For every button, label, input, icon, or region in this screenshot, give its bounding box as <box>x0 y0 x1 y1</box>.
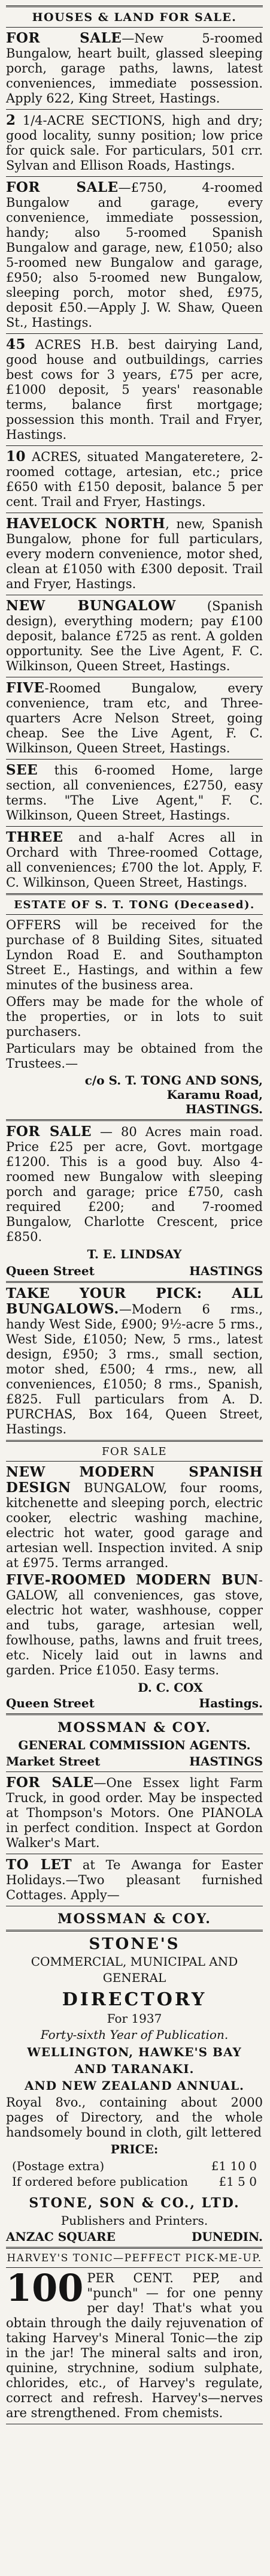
price-row-value: £1 10 0 <box>211 2159 257 2173</box>
farm-ad-text: — 80 Acres main road. Price £25 per acre, Govt. mortgage £1200. This is a good buy. Also 4-roomed new Bungalow with sleeping porch and garage; price £750, cash required £200; and 7-roomed Bungalow, Charlotte Crescent, price £850. <box>6 1125 263 1244</box>
classified-ad-text: (Spanish design), everything modern; pay £100 deposit, balance £725 as rent. A golden opportunity. See the Live Agent, F. C. Wilkinson, Queen Street, Hastings. <box>6 599 263 673</box>
stones-publisher-sub: Publishers and Printers. <box>60 2213 208 2228</box>
mossman-address <box>6 1754 263 1768</box>
stones-address <box>6 2229 263 2244</box>
ad-divider <box>6 333 263 334</box>
harvey-text: PER CENT. PEP, and "punch" — for one penny per day! That's what you obtain through the daily rejuvenation of taking Harvey's Mineral Tonic—the zip in the jar! The mineral salts and iron, quinine, strychnine, sodium sulphate, chlorides, etc., of Harvey's regulate, correct and refresh. Harvey's—nerves are strengthened. From chemists. <box>6 2271 263 2420</box>
classified-ad <box>6 763 263 823</box>
mossman-title: MOSSMAN & COY. <box>57 1720 211 1736</box>
classified-ad <box>6 516 263 592</box>
stones-price-label: PRICE: <box>110 2142 159 2156</box>
heading-rule <box>6 27 263 28</box>
mossman-ad-lead: TO LET <box>6 1857 72 1873</box>
mossman-subtitle: GENERAL COMMISSION AGENTS. <box>18 1738 251 1752</box>
classified-ad-text: , new, Spanish Bungalow, phone for full particulars, every modern convenience, motor shed, clean at £1050 with £300 deposit. Trail and Fryer, Hastings. <box>6 517 263 591</box>
ad-divider <box>6 826 263 827</box>
classified-ad-text: —£750, 4-roomed Bungalow and garage, every convenience, immediate possession, handy; also 5-roomed Spanish Bungalow and garage, new, £1050; also 5-roomed new Bungalow and garage, £950; also 5-roomed new Bungalow, sleeping porch, motor shed, £975, deposit £50.—Apply J. W. Shaw, Queen St., Hastings. <box>6 180 263 330</box>
houses-land-ads <box>6 31 263 890</box>
estate-rule <box>6 893 263 895</box>
classified-ad <box>6 337 263 442</box>
price-row-label: If ordered before publication <box>12 2174 189 2189</box>
bungalows-ad-text: —Modern 6 rms., handy West Side, £900; 9½-acre 5 rms., West Side, £1050; New, 5 rms., latest design, £950; 3 rms., small section, motor shed, £500; 4 rms., new, all conveniences, £1050; 8 rms., Spanish, £825. Full particulars from A. D. PURCHAS, Box 164, Queen Street, Hastings. <box>6 1302 263 1436</box>
mossman-ad-text: —One Essex light Farm Truck, in good order. May be inspected at Thompson's Motors. One PIANOLA in perfect condition. Inspect at Gordon Walker's Mart. <box>6 1776 263 1850</box>
stones-price-table <box>6 2158 263 2189</box>
bungalows-ad-lead: TAKE YOUR PICK: ALL BUNGALOWS. <box>6 1285 263 1317</box>
estate-signature-1: c/o S. T. TONG AND SONS, <box>84 1073 263 1087</box>
spanish-ad-text: BUNGALOW, four rooms, kitchenette and sleeping porch, electric cooker, electric washing machine, electric hot water, good garage and artesian well. Inspection invited. A snip at £975. Terms arranged. <box>6 1481 263 1570</box>
bungalows-rule <box>6 1281 263 1283</box>
stones-address-left: ANZAC SQUARE <box>6 2229 116 2244</box>
mossman-sub-rule <box>6 1771 263 1772</box>
harvey-rule <box>6 2247 263 2249</box>
harvey-lead: 100 <box>6 2266 84 2310</box>
classified-ad <box>6 680 263 756</box>
classified-ad-text: -Roomed Bungalow, every convenience, tram etc, and Three-quarters Acre Nelson Street, going cheap. See the Live Agent, F. C. Wilkinson, Queen Street, Hastings. <box>6 681 263 755</box>
mossman-address-left: Market Street <box>6 1754 101 1768</box>
classified-ad-text: this 6-roomed Home, large section, all conveniences, £2750, easy terms. "The Live Agent," F. C. Wilkinson, Queen Street, Hastings. <box>6 763 263 822</box>
stones-line-8: AND NEW ZEALAND ANNUAL. <box>24 2078 245 2093</box>
estate-signature-2: Karamu Road, <box>166 1087 263 1102</box>
stones-line-4: For 1937 <box>107 2011 162 2026</box>
farm-signature-town: HASTINGS <box>189 1264 263 1278</box>
stones-line-2: GENERAL <box>102 1971 166 1985</box>
classified-ad <box>6 449 263 510</box>
stones-body: Royal 8vo., containing about 2000 pages of Directory, and the whole handsomely bound in cloth, gilt lettered <box>6 2095 263 2140</box>
harvey-ad <box>6 2266 263 2421</box>
stones-line-7: AND TARANAKI. <box>74 2062 195 2076</box>
farm-signature-place: Queen Street <box>6 1264 95 1278</box>
classified-ad-lead: 10 <box>6 448 26 465</box>
stones-title: STONE'S <box>89 1935 180 1953</box>
farm-signature-name: T. E. LINDSAY <box>87 1247 182 1261</box>
stones-publisher: STONE, SON & CO., LTD. <box>29 2195 240 2211</box>
stones-line-5: Forty-sixth Year of Publication. <box>40 2027 229 2042</box>
classified-ad-lead: SEE <box>6 762 38 778</box>
farm-signature-line <box>6 1264 263 1278</box>
classified-ad <box>6 31 263 106</box>
mossman-ads <box>6 1775 263 1903</box>
cox-signature-name: D. C. COX <box>138 1680 203 1695</box>
estate-offer-text: OFFERS will be received for the purchase of 8 Building Sites, situated Lyndon Road E. and Southampton Street E., Hastings, and within a few minutes of the business area. <box>6 918 263 992</box>
for-sale-sub-rule <box>6 1461 263 1462</box>
ad-divider <box>6 759 263 760</box>
classified-ad-text: —New 5-roomed Bungalow, heart built, glassed sleeping porch, garage paths, lawns, latest conveniences, immediate possession. Apply 622, King Street, Hastings. <box>6 31 263 106</box>
mossman-rule <box>6 1713 263 1715</box>
stones-line-3: DIRECTORY <box>62 1989 207 2010</box>
for-sale-rule <box>6 1440 263 1442</box>
farm-ad <box>6 1124 263 1245</box>
classified-ad-lead: THREE <box>6 829 63 845</box>
classified-ad-text: 1/4-ACRE SECTIONS, high and dry; good locality, sunny position; low price for quick sale. For particulars, 501 crr. Sylvan and Ellison Roads, Hastings. <box>6 113 263 173</box>
classified-ad-text: and a-half Acres all in Orchard with Three-roomed Cottage, all conveniences; £700 the lot. Apply, F. C. Wilkinson, Queen Street, Hastings. <box>6 830 263 890</box>
ad-divider <box>6 445 263 446</box>
cox-signature-line <box>6 1696 263 1710</box>
farm-rule <box>6 1119 263 1121</box>
estate-offer-text3: Particulars may be obtained from the Trustees.— <box>6 1041 263 1071</box>
classified-ad-lead: NEW BUNGALOW <box>6 598 176 614</box>
stones-line-1: COMMERCIAL, MUNICIPAL AND <box>31 1954 238 1969</box>
price-row-label: (Postage extra) <box>12 2159 105 2173</box>
estate-offer-text2: Offers may be made for the whole of the properties, or in lots to suit purchasers. <box>6 995 263 1039</box>
stones-address-right: DUNEDIN. <box>192 2229 263 2244</box>
stones-rule <box>6 1930 263 1932</box>
classified-ad-lead: FOR SALE <box>6 179 119 195</box>
ad-divider <box>6 176 263 177</box>
classified-ad-lead: HAVELOCK NORTH <box>6 516 166 532</box>
classified-ad-text: ACRES, situated Mangateretere, 2-roomed cottage, artesian, etc.; price £650 with £150 deposit, balance 5 per cent. Trail and Fryer, Hastings. <box>6 450 263 509</box>
estate-heading: ESTATE OF S. T. TONG (Deceased). <box>14 899 255 911</box>
harvey-heading: HARVEY'S TONIC—PEFFECT PICK-ME-UP. <box>7 2252 262 2264</box>
estate-signature-3: HASTINGS. <box>185 1102 263 1116</box>
price-row <box>6 2174 263 2189</box>
mossman-address-right: HASTINGS <box>189 1754 263 1768</box>
classified-ad-lead: FOR SALE <box>6 30 122 46</box>
classified-ad-lead: FIVE <box>6 680 45 696</box>
classified-ad <box>6 180 263 330</box>
cox-signature-town: Hastings. <box>199 1696 263 1710</box>
classified-ad-text: ACRES H.B. best dairying Land, good house and outbuildings, carries best cows for 3 years, £75 per acre, £1000 deposit, 5 years' reasonable terms, balance first mortgage; possession this month. Trail and Fryer, Hastings. <box>6 338 263 442</box>
classified-ad-lead: 2 <box>6 112 16 128</box>
classified-ad <box>6 113 263 173</box>
classified-ad <box>6 830 263 890</box>
stones-line-6: WELLINGTON, HAWKE'S BAY <box>27 2045 242 2059</box>
classified-ad-lead: 45 <box>6 336 26 352</box>
mossman-signoff: MOSSMAN & COY. <box>57 1911 211 1927</box>
cox-signature-place: Queen Street <box>6 1696 95 1710</box>
mossman-ad <box>6 1775 263 1851</box>
section-heading: HOUSES & LAND FOR SALE. <box>32 11 237 24</box>
farm-ad-lead: FOR SALE <box>6 1123 92 1140</box>
mossman-ad-text: at Te Awanga for Easter Holidays.—Two pleasant furnished Cottages. Apply— <box>6 1858 263 1902</box>
price-row-value: £1 5 0 <box>219 2174 257 2189</box>
top-rule <box>6 5 263 7</box>
five-roomed-ad-text: -GALOW, all conveniences, gas stove, electric hot water, washhouse, copper and tubs, garage, artesian well, fowlhouse, paths, lawns and fruit trees, etc. Nicely laid out in lawns and garden. Price £1050. Easy terms. <box>6 1573 263 1677</box>
mossman-ad-lead: FOR SALE <box>6 1774 94 1791</box>
five-roomed-ad-lead: FIVE-ROOMED MODERN BUN <box>6 1572 259 1588</box>
spanish-ad <box>6 1465 263 1571</box>
ad-divider <box>6 109 263 110</box>
spanish-ad-lead: NEW MODERN SPANISH DESIGN <box>6 1464 263 1496</box>
estate-sub-rule <box>6 914 263 915</box>
five-roomed-ad <box>6 1572 263 1678</box>
for-sale-heading: FOR SALE <box>102 1445 167 1458</box>
classified-ad <box>6 598 263 674</box>
mossman-ad <box>6 1857 263 1903</box>
price-row <box>6 2158 263 2174</box>
bungalows-ad <box>6 1286 263 1437</box>
